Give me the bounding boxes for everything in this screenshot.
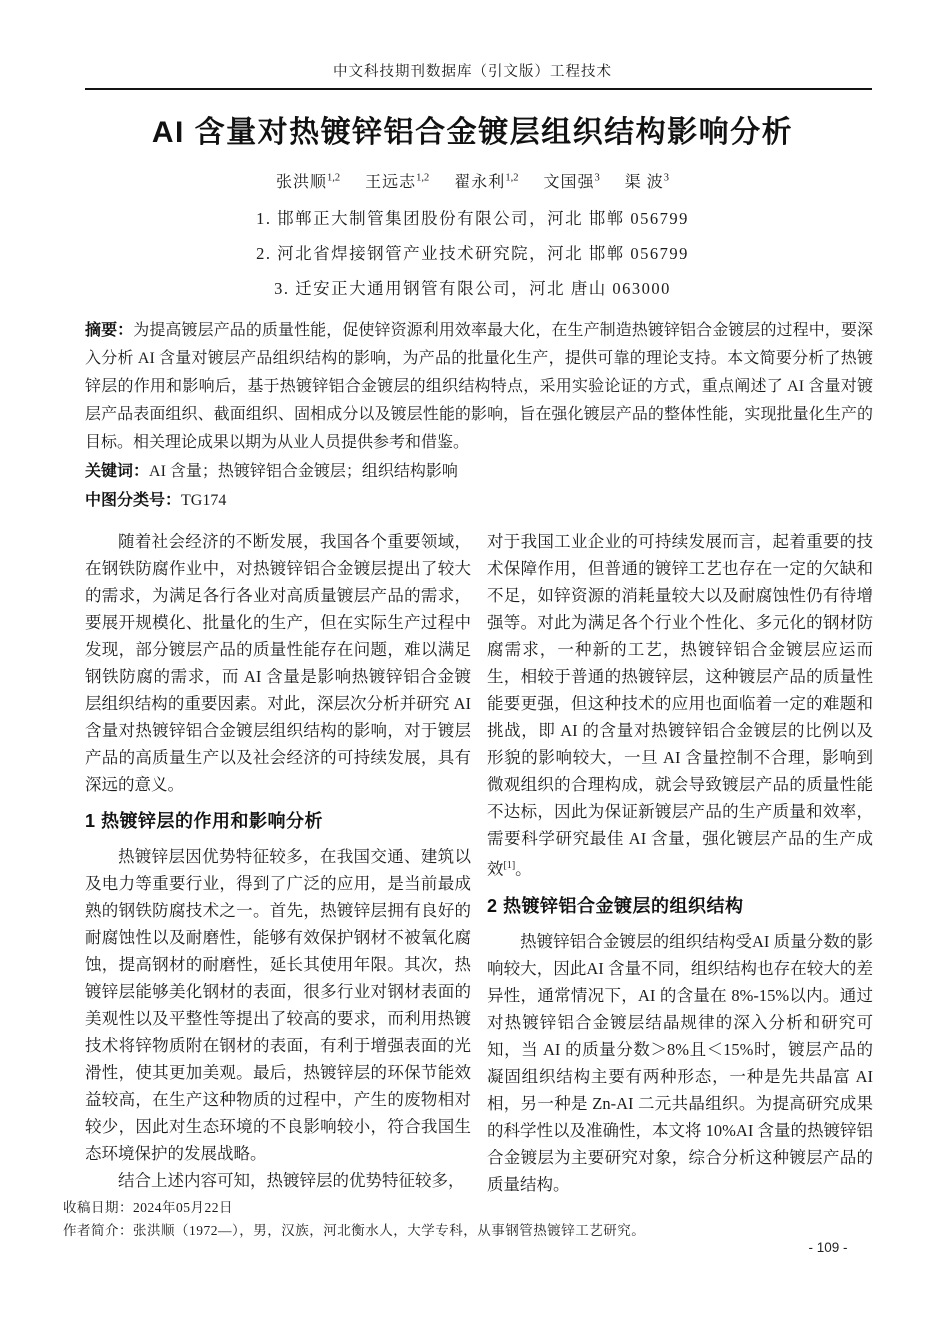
received-date: 收稿日期：2024年05月22日 — [63, 1200, 233, 1215]
authors-line — [0, 169, 945, 192]
page-number: - 109 - — [808, 1240, 848, 1255]
author-superscript: 3 — [594, 172, 600, 184]
author-name: 翟永利 — [454, 174, 506, 191]
clc-value: TG174 — [181, 492, 227, 509]
section-2-paragraph-1: 热镀锌铝合金镀层的组织结构受AI 质量分数的影响较大，因此AI 含量不同，组织结构也存在较大的差异性，通常情况下，AI 的含量在 8%-15%以内。通过对热镀锌铝合金镀层结晶规律的深入分析和研究可知，当 AI 的质量分数＞8%且＜15%时，镀层产品的凝固组织结构主要有两种形态，一种是先共晶富 AI 相，另一种是 Zn-AI 二元共晶组织。为提高研究成果的科学性以及准确性，本文将 10%AI 含量的热镀锌铝合金镀层为主要研究对象，综合分析这种镀层产品的质量结构。 — [487, 931, 873, 1194]
keywords-text: AI 含量；热镀锌铝合金镀层；组织结构影响 — [149, 463, 458, 480]
author — [625, 174, 669, 191]
keywords-label: 关键词： — [85, 463, 150, 480]
author — [543, 174, 599, 191]
affiliation-line-2: 2. 河北省焊接钢管产业技术研究院，河北 邯郸 056799 — [256, 244, 689, 263]
clc-label: 中图分类号： — [85, 492, 182, 509]
section-1-heading: 1 热镀锌层的作用和影响分析 — [85, 811, 324, 831]
author-name: 文国强 — [543, 174, 595, 191]
abstract-text: 为提高镀层产品的质量性能，促使锌资源利用效率最大化，在生产制造热镀锌铝合金镀层的过程中，要深入分析 AI 含量对镀层产品组织结构的影响，为产品的批量化生产，提供可靠的理论支持。本文简要分析了热镀锌层的作用和影响后，基于热镀锌铝合金镀层的组织结构特点，采用实验论证的方式，重点阐述了 AI 含量对镀层产品表面组织、截面组织、固相成分以及镀层性能的影响，旨在强化镀层产品的整体性能，实现批量化生产的目标。相关理论成果以期为从业人员提供参考和借鉴。 — [85, 322, 873, 451]
continuation-text: 对于我国工业企业的可持续发展而言，起着重要的技术保障作用，但普通的镀锌工艺也存在一定的欠缺和不足，如锌资源的消耗量较大以及耐腐蚀性仍有待增强等。对此为满足各个行业个性化、多元化的钢材防腐需求，一种新的工艺，热镀锌铝合金镀层应运而生，相较于普通的热镀锌层，这种镀层产品的质量性能要更强，但这种技术的应用也面临着一定的难题和挑战，即 AI 的含量对热镀锌铝合金镀层的比例以及形貌的影响较大，一旦 AI 含量控制不合理，影响到微观组织的合理构成，就会导致镀层产品的质量性能不达标，因此为保证新镀层产品的生产质量和效率，需要科学研究最佳 AI 含量，强化镀层产品的生产成效 — [487, 532, 873, 879]
author-name: 张洪顺 — [276, 174, 328, 191]
abstract-block — [85, 317, 873, 515]
abstract-label: 摘要： — [85, 322, 134, 339]
author-name: 王远志 — [365, 174, 417, 191]
author-superscript: 1,2 — [505, 172, 519, 184]
section-1-paragraph: 热镀锌层因优势特征较多，在我国交通、建筑以及电力等重要行业，得到了广泛的应用，是当前最成熟的钢铁防腐技术之一。首先，热镀锌层拥有良好的耐腐蚀性以及耐磨性，能够有效保护钢材不被氧化腐蚀，提高钢材的耐磨性，延长其使用年限。其次，热镀锌层能够美化钢材的表面，很多行业对钢材表面的美观性以及平整性等提出了较高的要求，而利用热镀技术将锌物质附在钢材的表面，有利于增强表面的光滑性，使其更加美观。最后，热镀锌层的环保节能效益较高，在生产这种物质的过程中，产生的废物相对较少，因此对生态环境的不良影响较小，符合我国生态环境保护的发展战略。 — [85, 847, 471, 1163]
section-2-heading: 2 热镀锌铝合金镀层的组织结构 — [487, 895, 744, 916]
continuation-paragraph — [487, 528, 873, 883]
affiliations — [0, 201, 945, 306]
affiliation-line-3: 3. 迁安正大通用钢管有限公司，河北 唐山 063000 — [274, 279, 671, 298]
abstract-paragraph — [85, 317, 873, 457]
keywords-line — [85, 458, 873, 486]
affiliation-line-1: 1. 邯郸正大制管集团股份有限公司，河北 邯郸 056799 — [256, 209, 689, 228]
header-rule — [85, 88, 872, 90]
citation-ref: [1] — [503, 860, 516, 871]
author-superscript: 1,2 — [327, 172, 341, 184]
author — [365, 174, 429, 191]
author-name: 渠 波 — [624, 174, 664, 191]
author-bio: 作者简介：张洪顺（1972—），男，汉族，河北衡水人，大学专科，从事钢管热镀锌工艺研究。 — [63, 1222, 646, 1238]
paper-title: AI 含量对热镀锌铝合金镀层组织结构影响分析 — [151, 116, 794, 149]
journal-header: 中文科技期刊数据库（引文版）工程技术 — [333, 64, 612, 80]
intro-paragraph: 随着社会经济的不断发展，我国各个重要领域，在钢铁防腐作业中，对热镀锌铝合金镀层提出了较大的需求，为满足各行各业对高质量镀层产品的需求，要展开规模化、批量化的生产，但在实际生产过程中发现，部分镀层产品的质量性能存在问题，难以满足钢铁防腐的需求，而 AI 含量是影响热镀锌铝合金镀层组织结构的重要因素。对此，深层次分析并研究 AI 含量对热镀锌铝合金镀层组织结构的影响，对于镀层产品的高质量生产以及社会经济的可持续发展，具有深远的意义。 — [85, 532, 471, 794]
author-superscript: 1,2 — [416, 172, 430, 184]
clc-line — [85, 487, 873, 515]
body-columns — [85, 528, 873, 1202]
footnote-block — [63, 1197, 823, 1242]
right-column — [487, 528, 873, 1202]
section-1-closing-paragraph: 结合上述内容可知，热镀锌层的优势特征较多， — [118, 1171, 465, 1190]
author — [276, 174, 340, 191]
continuation-end: 。 — [515, 859, 532, 879]
author-superscript: 3 — [663, 172, 669, 184]
left-column — [85, 528, 471, 1202]
author — [454, 174, 518, 191]
